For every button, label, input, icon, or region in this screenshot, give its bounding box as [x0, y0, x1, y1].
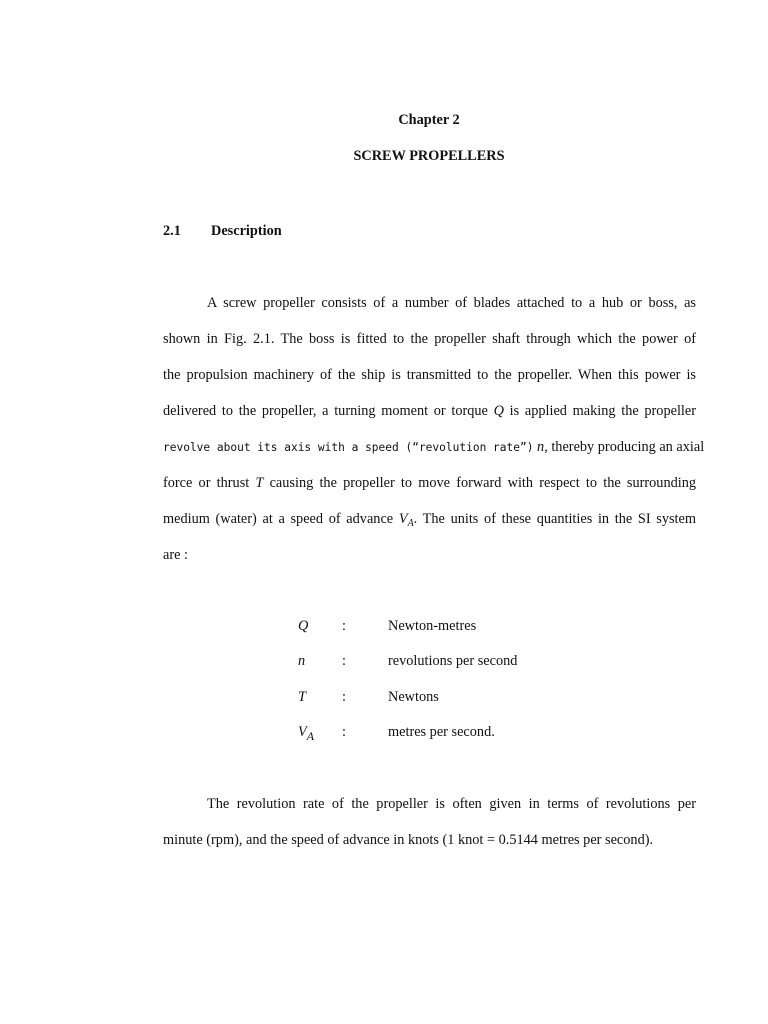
unit-description: metres per second.	[388, 724, 495, 740]
unit-description: Newton-metres	[388, 618, 477, 634]
paragraph-line: revolve about its axis with a speed (“revolution rate”) n, thereby producing an axial	[163, 439, 705, 455]
paragraph-line: medium (water) at a speed of advance $V_A$. The units of these quantities in the SI system	[163, 511, 696, 529]
paragraph-line: minute (rpm), and the speed of advance in knots (1 knot = 0.5144 metres per second).	[163, 832, 654, 848]
unit-symbol: n	[298, 653, 306, 669]
unit-description: Newtons	[388, 689, 439, 705]
paragraph-line: shown in Fig. 2.1. The boss is fitted to the propeller shaft through which the power of	[163, 331, 696, 347]
symbol-speed-of-advance: $V_A$	[398, 511, 414, 529]
symbol-torque: Q	[493, 403, 504, 419]
paragraph-line: The revolution rate of the propeller is often given in terms of revolutions per	[207, 796, 696, 812]
paragraph-line: are :	[163, 547, 188, 563]
paragraph-line: the propulsion machinery of the ship is transmitted to the propeller. When this power is	[163, 367, 696, 383]
units-list-item	[0, 618, 768, 635]
units-list-item	[0, 653, 768, 670]
section-number: 2.1	[163, 223, 181, 239]
units-list-item	[0, 689, 768, 706]
chapter-label: Chapter 2	[398, 112, 460, 128]
unit-separator: :	[342, 653, 346, 669]
paragraph-line: force or thrust T causing the propeller to move forward with respect to the surrounding	[163, 475, 697, 491]
units-list-item	[0, 724, 768, 741]
chapter-title: SCREW PROPELLERS	[353, 148, 505, 164]
symbol-revolution-rate: n	[537, 439, 545, 455]
unit-description: revolutions per second	[388, 653, 518, 669]
unit-separator: :	[342, 689, 346, 705]
unit-symbol: $V_A$	[298, 724, 315, 743]
unit-symbol: T	[298, 689, 306, 705]
symbol-thrust: T	[255, 475, 264, 491]
paragraph-line: A screw propeller consists of a number of blades attached to a hub or boss, as	[207, 295, 696, 311]
paragraph-line: delivered to the propeller, a turning moment or torque Q is applied making the propeller	[163, 403, 696, 419]
unit-symbol: Q	[298, 618, 309, 634]
unit-separator: :	[342, 724, 346, 740]
section-title: Description	[211, 223, 282, 239]
unit-separator: :	[342, 618, 346, 634]
